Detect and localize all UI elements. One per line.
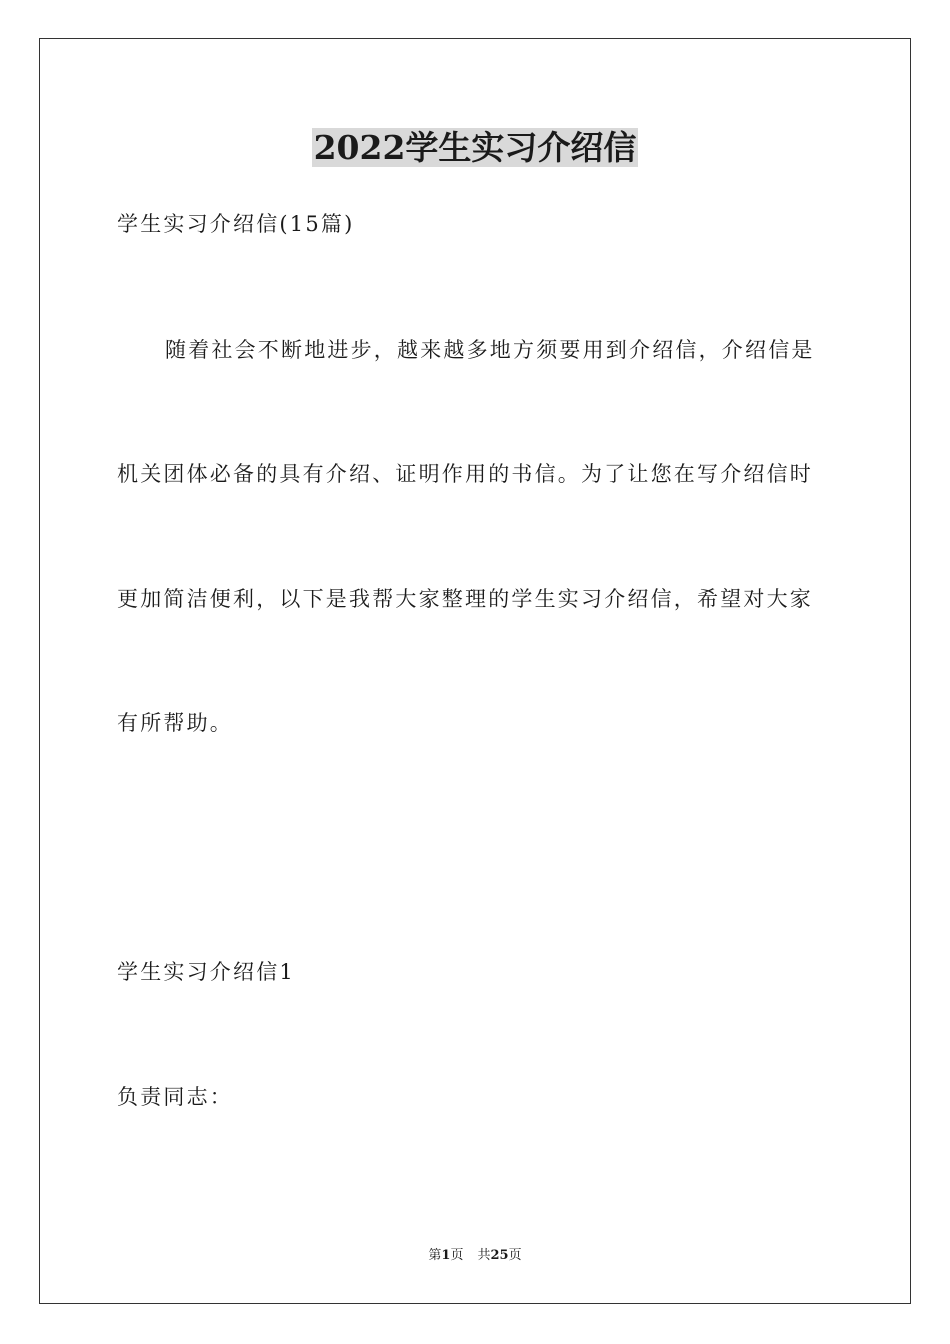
salutation: 负责同志： xyxy=(117,1085,233,1109)
footer-total-suffix: 页 xyxy=(508,1248,522,1263)
footer-total-pages: 25 xyxy=(490,1248,509,1263)
section-heading: 学生实习介绍信1 xyxy=(117,960,295,984)
intro-paragraph-line-4: 有所帮助。 xyxy=(117,711,233,735)
footer-page-number: 1 xyxy=(441,1248,451,1263)
footer-page-prefix: 第 xyxy=(428,1248,442,1263)
document-title-text: 2022学生实习介绍信 xyxy=(313,128,637,167)
document-subtitle: 学生实习介绍信(15篇) xyxy=(117,212,355,236)
document-title xyxy=(0,124,950,172)
intro-paragraph-line-1: 随着社会不断地进步，越来越多地方须要用到介绍信，介绍信是 xyxy=(165,338,815,362)
footer-total-prefix: 共 xyxy=(477,1248,491,1263)
intro-paragraph-line-2: 机关团体必备的具有介绍、证明作用的书信。为了让您在写介绍信时 xyxy=(117,462,813,486)
footer-page-suffix: 页 xyxy=(450,1248,464,1263)
intro-paragraph-line-3: 更加简洁便利，以下是我帮大家整理的学生实习介绍信，希望对大家 xyxy=(117,587,813,611)
page-footer xyxy=(0,1246,950,1266)
